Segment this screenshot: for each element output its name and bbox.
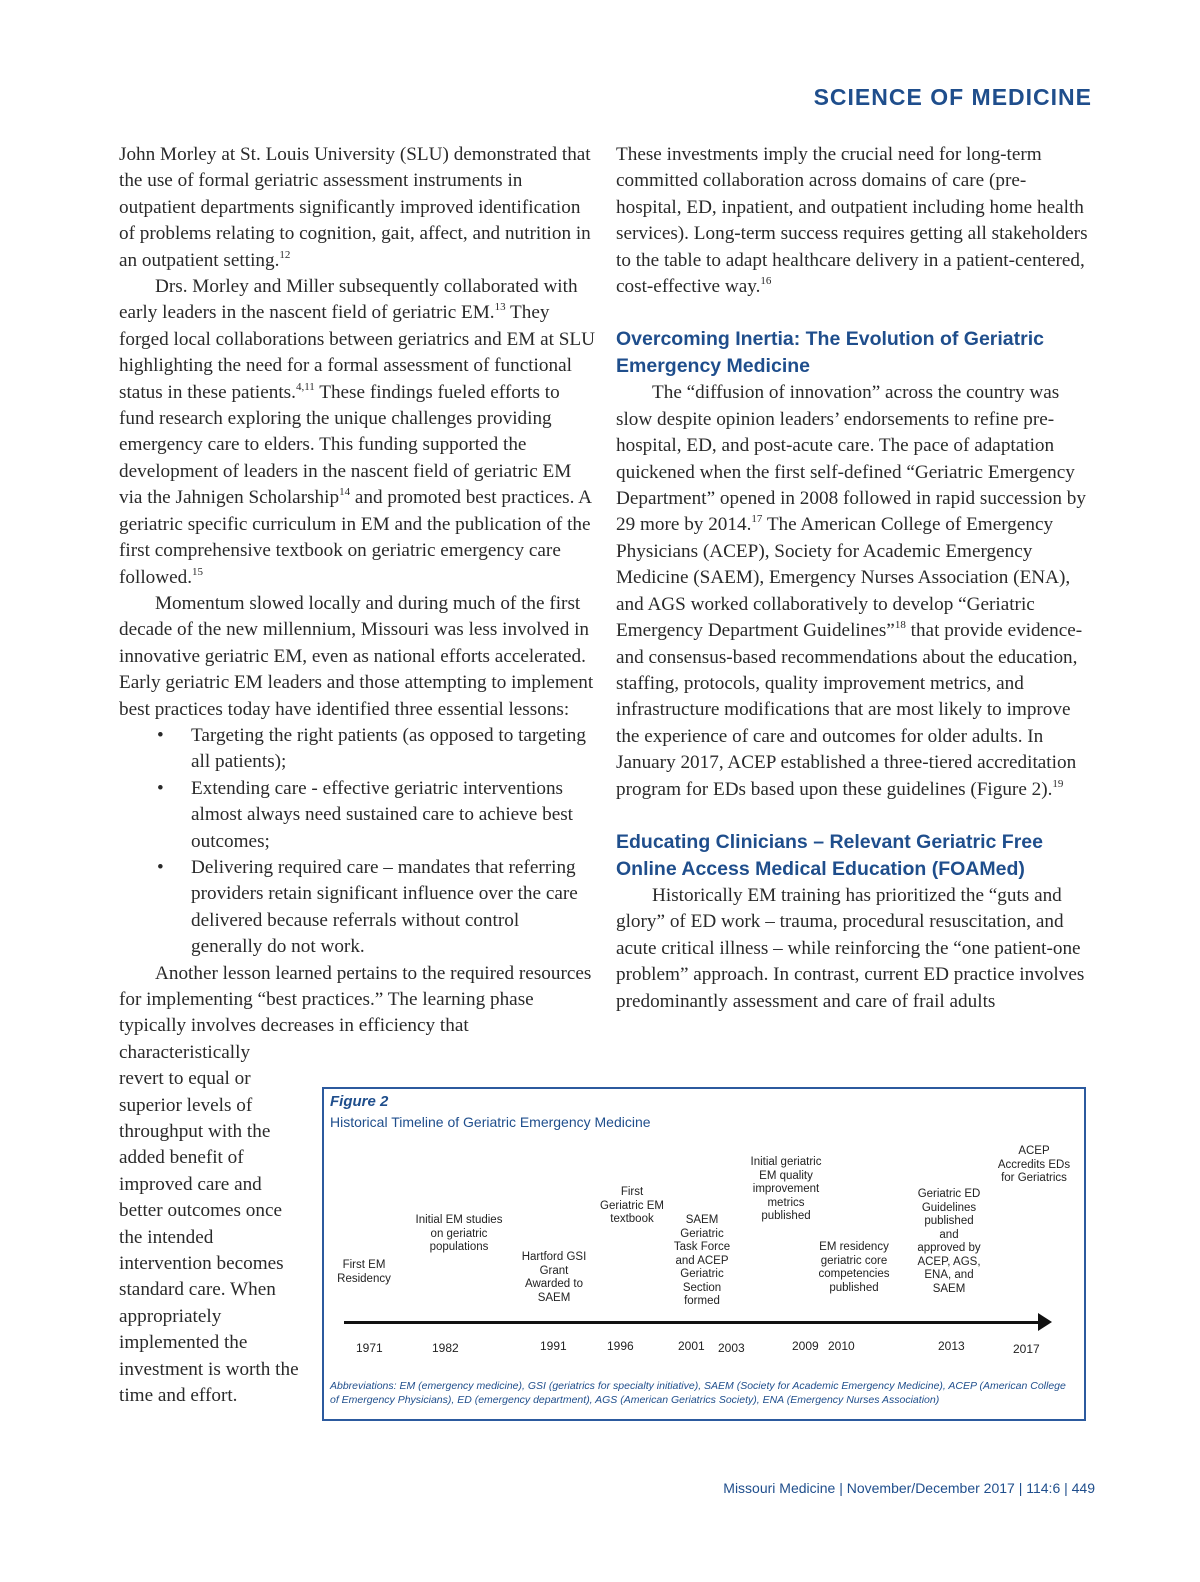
timeline-axis [344,1321,1044,1324]
figure-title: Historical Timeline of Geriatric Emergency Medicine [330,1114,651,1130]
timeline-arrow-icon [1038,1313,1052,1331]
timeline-event: First EM Residency [337,1259,391,1285]
bullet-icon: • [157,724,164,746]
timeline-year: 2017 [1013,1342,1040,1356]
citation-ref: 18 [894,619,906,632]
list-item: • Targeting the right patients (as opposed to targeting all patients); [157,724,586,773]
timeline-year: 2010 [828,1339,855,1353]
left-paragraph-1: John Morley at St. Louis University (SLU) demonstrated that the use of formal geriatric assessment instruments in outpatient departments significantly improved identification of problems relating to cognition, gait, affect, and nutrition in an outpatient setting.$^{12}$ [119,144,591,271]
timeline-year: 1982 [432,1341,459,1355]
timeline-year: 1996 [607,1339,634,1353]
timeline-event: First Geriatric EM textbook [600,1186,664,1225]
bullet-icon: • [157,777,164,799]
timeline-event: Geriatric ED Guidelines published and approved by ACEP, AGS, ENA, and SAEM [917,1188,981,1295]
left-paragraph-4-wrap: characteristically revert to equal or superior levels of throughput with the added benefit of improved care and better outcomes once the intended intervention becomes standard care. When appropriately implemented the investment is worth the time and effort. [119,1041,299,1407]
citation-ref: 14 [339,486,351,499]
citation-ref: 16 [760,275,772,288]
figure-abbreviations: Abbreviations: EM (emergency medicine), GSI (geriatrics for specialty initiative), SAEM (Society for Academic Emergency Medicine), ACEP (American College of Emergency Physicians), ED (emergency department), AGS (American Geriatrics Society), ENA (Emergency Nurses Association) [330,1380,1066,1406]
left-paragraph-4: Another lesson learned pertains to the required resources for implementing “best practices.” The learning phase typically involves decreases in efficiency that [119,962,592,1037]
citation-ref: 13 [494,301,506,314]
page-footer: Missouri Medicine | November/December 2017 | 114:6 | 449 [723,1480,1095,1496]
citation-ref: 12 [279,248,291,261]
timeline-year: 2003 [718,1341,745,1355]
left-paragraph-3: Momentum slowed locally and during much of the first decade of the new millennium, Missouri was less involved in innovative geriatric EM, even as national efforts accelerated. Early geriatric EM leaders and those attempting to implement best practices today have identified three essential lessons: [119,592,594,720]
timeline-year: 1971 [356,1341,383,1355]
figure-label: Figure 2 [330,1093,389,1110]
section-heading-inertia: Overcoming Inertia: The Evolution of Geriatric Emergency Medicine [616,328,1044,378]
lessons-list [119,723,595,961]
timeline-event: Initial geriatric EM quality improvement metrics published [750,1156,822,1222]
right-paragraph-2: The “diffusion of innovation” across the country was slow despite opinion leaders’ endorsements to refine pre-hospital, ED, and post-acute care. The pace of adaptation quickened when the first self-defined “Geriatric Emergency Department” opened in 2008 followed in rapid succession by 29 more by 2014.17 The American College of Emergency Physicians (ACEP), Society for Academic Emergency Medicine (SAEM), Emergency Nurses Association (ENA), and AGS worked collaboratively to develop “Geriatric Emergency Department Guidelines”$^{18}$ that provide evidence- and consensus-based recommendations about the education, staffing, protocols, quality improvement metrics, and infrastructure modifications that are most likely to improve the experience of care and outcomes for older adults. In January 2017, ACEP established a three-tiered accreditation program for EDs based upon these guidelines (Figure 2).$^{19}$ [616,382,1086,800]
figure-2-box [322,1087,1086,1421]
citation-ref: 4,11 [295,380,315,393]
section-label: SCIENCE OF MEDICINE [813,84,1092,110]
citation-ref: 15 [192,565,204,578]
timeline-year: 2009 [792,1339,819,1353]
right-paragraph-3: Historically EM training has prioritized the “guts and glory” of ED work – trauma, procedural resuscitation, and acute critical illness – while reinforcing the “one patient-one problem” approach. In contrast, current ED practice involves predominantly assessment and care of frail adults [616,884,1085,1012]
citation-ref: 19 [1052,777,1064,790]
list-item: • Extending care - effective geriatric interventions almost always need sustained care to achieve best outcomes; [157,777,574,852]
left-paragraph-2: Drs. Morley and Miller subsequently collaborated with early leaders in the nascent field of geriatric EM.$^{13}$ They forged local collaborations between geriatrics and EM at SLU highlighting the need for a formal assessment of functional status in these patients.$^{4,11}$ These findings fueled efforts to fund research exploring the unique challenges providing emergency care to elders. This funding supported the development of leaders in the nascent field of geriatric EM via the Jahnigen Scholarship$^{14}$ and promoted best practices. A geriatric specific curriculum in EM and the publication of the first comprehensive textbook on geriatric emergency care followed.$^{15}$ [119,276,595,588]
timeline-event: SAEM Geriatric Task Force and ACEP Geriatric Section formed [673,1214,731,1307]
bullet-icon: • [157,856,164,878]
right-column [616,142,1091,1015]
timeline-event: Initial EM studies on geriatric populations [415,1214,503,1253]
timeline-event: ACEP Accredits EDs for Geriatrics [997,1145,1071,1184]
timeline-year: 1991 [540,1339,567,1353]
citation-ref: 17 [751,513,763,526]
timeline-event: Hartford GSI Grant Awarded to SAEM [521,1251,587,1304]
section-heading-educating: Educating Clinicians – Relevant Geriatric Free Online Access Medical Education (FOAMed) [616,830,1043,880]
timeline-year: 2013 [938,1339,965,1353]
timeline-year: 2001 [678,1339,705,1353]
timeline-event: EM residency geriatric core competencies published [818,1241,890,1294]
right-paragraph-1: These investments imply the crucial need for long-term committed collaboration across domains of care (pre-hospital, ED, inpatient, and outpatient including home health services). Long-term success requires getting all stakeholders to the table to adapt healthcare delivery in a patient-centered, cost-effective way.$^{16}$ [616,144,1088,298]
list-item: • Delivering required care – mandates that referring providers retain significant influence over the care delivered because referrals without control generally do not work. [157,856,578,958]
